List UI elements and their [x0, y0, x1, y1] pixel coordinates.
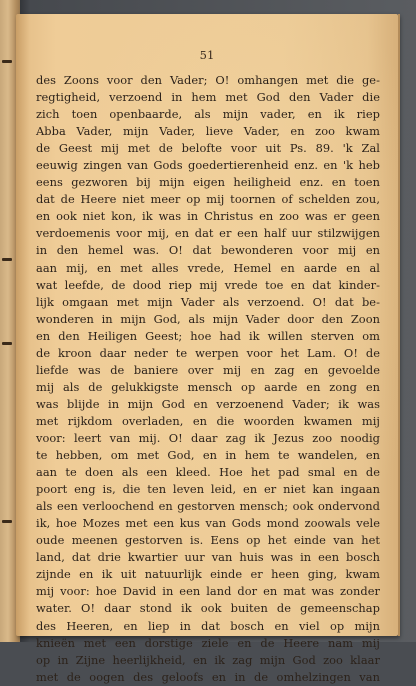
text-line: voor: leert van mij. O! daar zag ik Jezus zoo noodig — [36, 430, 380, 445]
text-line: lijk omgaan met mijn Vader als verzoend. O! dat be- — [36, 294, 380, 309]
binding-mark — [2, 520, 12, 523]
text-line: aan mij, en met alles vrede, Hemel en aarde en al — [36, 260, 380, 275]
text-line: mij als de gelukkigste mensch op aarde en zong en — [36, 379, 380, 394]
text-line: water. O! daar stond ik ook buiten de gemeenschap — [36, 601, 380, 616]
text-line: met de oogen des geloofs en in de omhelzingen van — [36, 669, 380, 684]
text-line: te hebben, om met God, en in hem te wandelen, en — [36, 448, 380, 463]
text-line: was blijde in mijn God en verzoenend Vader; ik was — [36, 396, 380, 411]
text-line: wonderen in mijn God, als mijn Vader door den Zoon — [36, 311, 380, 326]
text-line: zich toen openbaarde, als mijn vader, en ik riep — [36, 107, 380, 122]
text-line: oude meenen gestorven is. Eens op het einde van het — [36, 533, 380, 548]
text-line: aan te doen als een kleed. Hoe het pad smal en de — [36, 465, 380, 480]
binding-mark — [2, 60, 12, 63]
text-line: als een verloochend en gestorven mensch; ook ondervond — [36, 499, 380, 514]
text-line: op in Zijne heerlijkheid, en ik zag mijn God zoo klaar — [36, 652, 380, 667]
text-line: des Heeren, en liep in dat bosch en viel op mijn — [36, 618, 380, 633]
text-line: land, dat drie kwartier uur van huis was in een bosch — [36, 550, 380, 565]
page-number: 51 — [199, 48, 215, 62]
text-line: liefde was de baniere over mij en zag en gevoelde — [36, 362, 380, 377]
text-line: en ook niet kon, ik was in Christus en zoo was er geen — [36, 209, 380, 224]
binding-mark — [2, 342, 12, 345]
binding-mark — [2, 258, 12, 261]
text-line: verdoemenis voor mij, en dat er een half uur stilzwijgen — [36, 226, 380, 241]
text-line: Abba Vader, mijn Vader, lieve Vader, en zoo kwam — [36, 124, 380, 139]
text-line: mij voor: hoe David in een land dor en mat was zonder — [36, 584, 380, 599]
text-line: knieën met een dorstige ziele en de Heere nam mij — [36, 635, 380, 650]
text-line: eens gezworen bij mijn eigen heiligheid enz. en toen — [36, 175, 380, 190]
text-line: poort eng is, die ten leven leid, en er niet kan ingaan — [36, 482, 380, 497]
text-line: met rijkdom overladen, en die woorden kwamen mij — [36, 413, 380, 428]
text-line: eeuwig zingen van Gods goedertierenheid enz. en 'k heb — [36, 158, 380, 173]
text-line: de kroon daar neder te werpen voor het Lam. O! de — [36, 345, 380, 360]
text-line: de Geest mij met de belofte voor uit Ps. 89. 'k Zal — [36, 141, 380, 156]
text-line: wat leefde, de dood riep mij vrede toe en dat kinder- — [36, 277, 380, 292]
text-line: des Zoons voor den Vader; O! omhangen met die ge- — [36, 73, 380, 87]
text-line: in den hemel was. O! dat bewonderen voor mij en — [36, 243, 380, 258]
text-line: en den Heiligen Geest; hoe had ik willen sterven om — [36, 328, 380, 343]
text-line: dat de Heere niet meer op mij toornen of schelden zou, — [36, 192, 380, 207]
text-line: ik, hoe Mozes met een kus van Gods mond zoowals vele — [36, 516, 380, 531]
page-edge — [398, 14, 400, 636]
text-line: regtigheid, verzoend in hem met God den Vader die — [36, 90, 380, 105]
text-line: zijnde en ik uit natuurlijk einde er heen ging, kwam — [36, 567, 380, 582]
body-text — [36, 72, 380, 686]
book-page — [16, 14, 398, 684]
